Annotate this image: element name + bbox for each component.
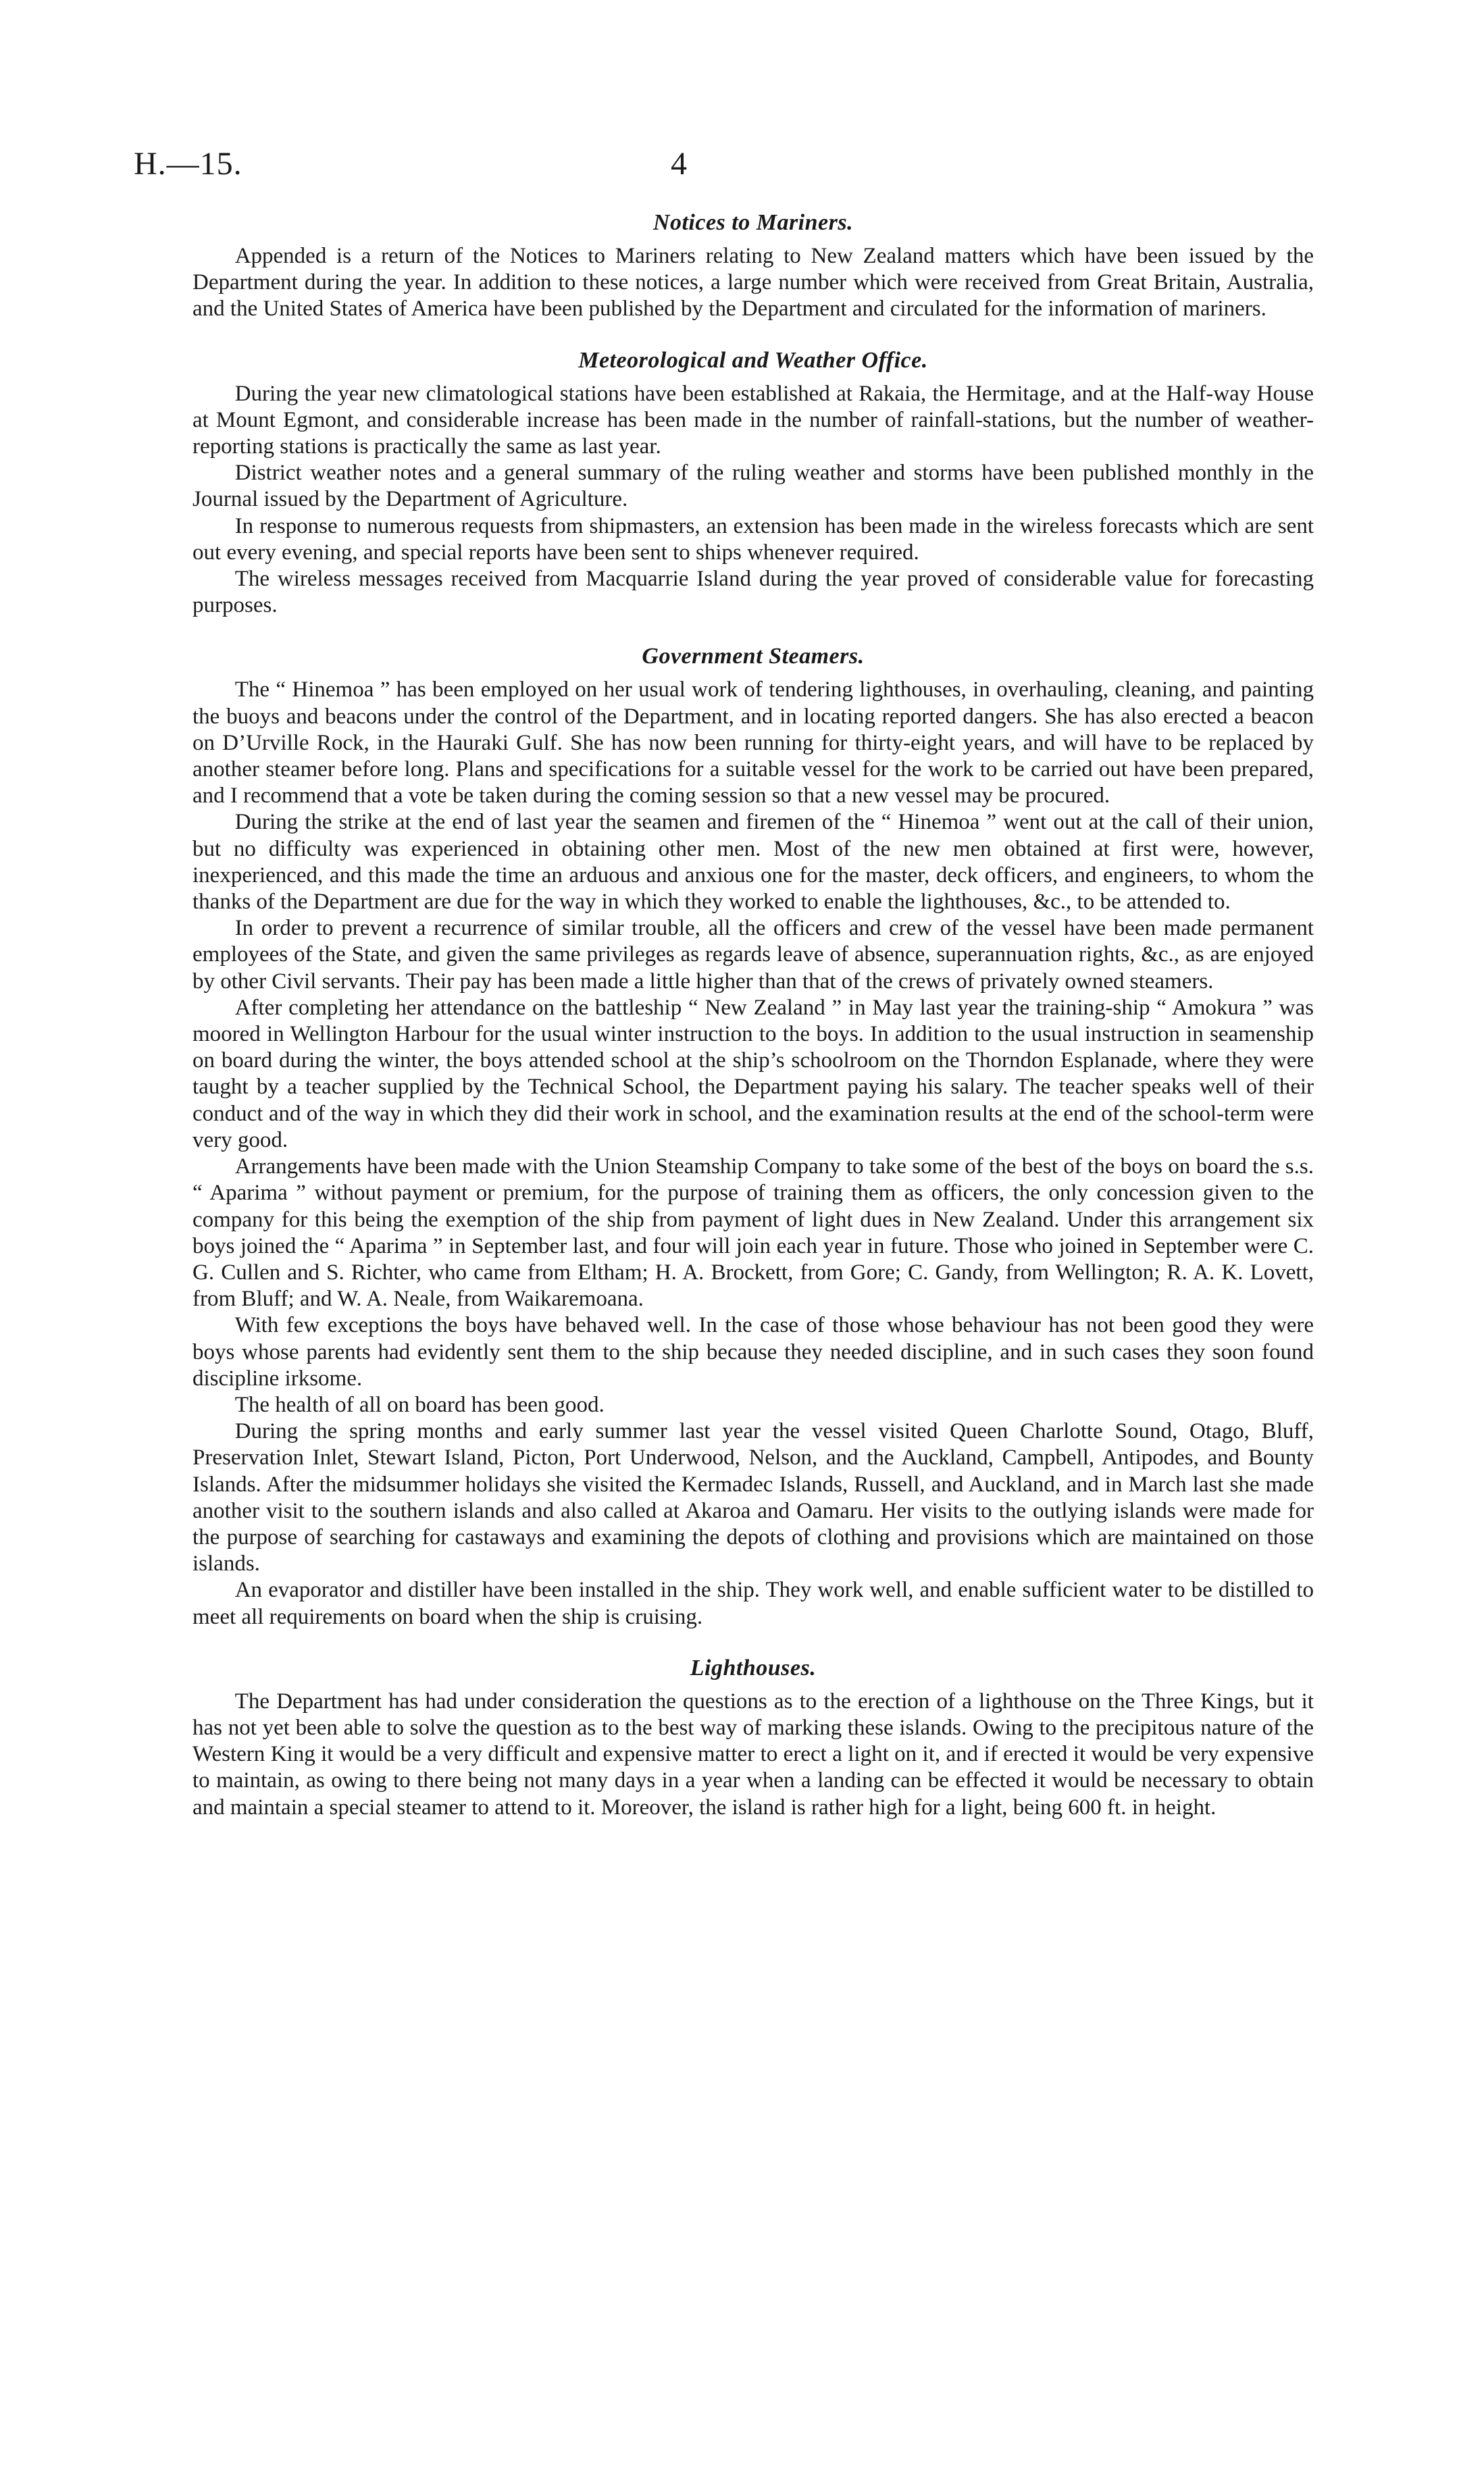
running-head	[134, 145, 1323, 186]
paragraph: In order to prevent a recurrence of similar trouble, all the officers and crew of the vessel have been made permanent employees of the State, and given the same privileges as regards leave of absence, superannuation rights, &c., as are enjoyed by other Civil servants. Their pay has been made a little higher than that of the crews of privately owned steamers.	[193, 916, 1314, 994]
document-body	[193, 208, 1314, 1821]
section-heading: Government Steamers.	[642, 644, 865, 669]
paragraph: During the spring months and early summer last year the vessel visited Queen Charlotte Sound, Otago, Bluff, Preservation Inlet, Stewart Island, Picton, Port Underwood, Nelson, and the Auckland, Campbell, Antipodes, and Bounty Islands. After the midsummer holidays she visited the Kermadec Islands, Russell, and Auckland, and in March last she made another visit to the southern islands and also called at Akaroa and Oamaru. Her visits to the outlying islands were made for the purpose of searching for castaways and examining the depots of clothing and provisions which are maintained on those islands.	[193, 1419, 1314, 1576]
paragraph: After completing her attendance on the battleship “ New Zealand ” in May last year the training-ship “ Amokura ” was moored in Wellington Harbour for the usual winter instruction to the boys. In addition to the usual instruction in seamenship on board during the winter, the boys attended school at the ship’s schoolroom on the Thorndon Esplanade, where they were taught by a teacher supplied by the Technical School, the Department paying his salary. The teacher speaks well of their conduct and of the way in which they did their work in school, and the examination results at the end of the school-term were very good.	[193, 995, 1314, 1152]
paragraph: The Department has had under consideration the questions as to the erection of a lighthouse on the Three Kings, but it has not yet been able to solve the question as to the best way of marking these islands. Owing to the precipitous nature of the Western King it would be a very difficult and expensive matter to erect a light on it, and if erected it would be very expensive to maintain, as owing to there being not many days in a year when a landing can be effected it would be necessary to obtain and maintain a special steamer to attend to it. Moreover, the island is rather high for a light, being 600 ft. in height.	[193, 1689, 1314, 1820]
paragraph: Appended is a return of the Notices to Mariners relating to New Zealand matters which have been issued by the Department during the year. In addition to these notices, a large number which were received from Great Britain, Australia, and the United States of America have been published by the Department and circulated for the information of mariners.	[193, 244, 1314, 322]
section-lighthouses	[193, 1653, 1314, 1821]
section-heading: Meteorological and Weather Office.	[578, 347, 928, 373]
section-government-steamers	[193, 642, 1314, 1630]
section-meteorological-office	[193, 346, 1314, 619]
paragraph: With few exceptions the boys have behaved well. In the case of those whose behaviour has not been good they were boys whose parents had evidently sent them to the ship because they needed discipline, and in such cases they soon found discipline irksome.	[193, 1313, 1314, 1391]
page-number: 4	[671, 146, 687, 182]
document-reference: H.—15.	[134, 146, 242, 182]
section-heading: Lighthouses.	[690, 1655, 817, 1680]
paragraph: The health of all on board has been good.	[234, 1392, 605, 1417]
paragraph: In response to numerous requests from shipmasters, an extension has been made in the wireless forecasts which are sent out every evening, and special reports have been sent to ships whenever required.	[193, 513, 1314, 565]
paragraph: The “ Hinemoa ” has been employed on her usual work of tendering lighthouses, in overhauling, cleaning, and painting the buoys and beacons under the control of the Department, and in locating reported dangers. She has also erected a beacon on D’Urville Rock, in the Hauraki Gulf. She has now been running for thirty-eight years, and will have to be replaced by another steamer before long. Plans and specifications for a suitable vessel for the work to be carried out have been prepared, and I recommend that a vote be taken during the coming session so that a new vessel may be procured.	[193, 677, 1314, 809]
paragraph: An evaporator and distiller have been installed in the ship. They work well, and enable sufficient water to be distilled to meet all requirements on board when the ship is cruising.	[193, 1578, 1314, 1629]
paragraph: The wireless messages received from Macquarrie Island during the year proved of considerable value for forecasting purposes.	[193, 567, 1314, 618]
paragraph: During the strike at the end of last year the seamen and firemen of the “ Hinemoa ” went out at the call of their union, but no difficulty was experienced in obtaining other men. Most of the new men obtained at first were, however, inexperienced, and this made the time an arduous and anxious one for the master, deck officers, and engineers, to whom the thanks of the Department are due for the way in which they worked to enable the lighthouses, &c., to be attended to.	[193, 810, 1314, 915]
section-notices-to-mariners	[193, 208, 1314, 323]
section-heading: Notices to Mariners.	[653, 210, 854, 235]
paragraph: Arrangements have been made with the Union Steamship Company to take some of the best of the boys on board the s.s. “ Aparima ” without payment or premium, for the purpose of training them as officers, the only concession given to the company for this being the exemption of the ship from payment of light dues in New Zealand. Under this arrangement six boys joined the “ Aparima ” in September last, and four will join each year in future. Those who joined in September were C. G. Cullen and S. Richter, who came from Eltham; H. A. Brockett, from Gore; C. Gandy, from Wellington; R. A. K. Lovett, from Bluff; and W. A. Neale, from Waikaremoana.	[193, 1154, 1314, 1312]
paragraph: District weather notes and a general summary of the ruling weather and storms have been published monthly in the Journal issued by the Department of Agriculture.	[193, 461, 1314, 512]
paragraph: During the year new climatological stations have been established at Rakaia, the Hermitage, and at the Half-way House at Mount Egmont, and considerable increase has been made in the number of rainfall-stations, but the number of weather-reporting stations is practically the same as last year.	[193, 381, 1314, 459]
